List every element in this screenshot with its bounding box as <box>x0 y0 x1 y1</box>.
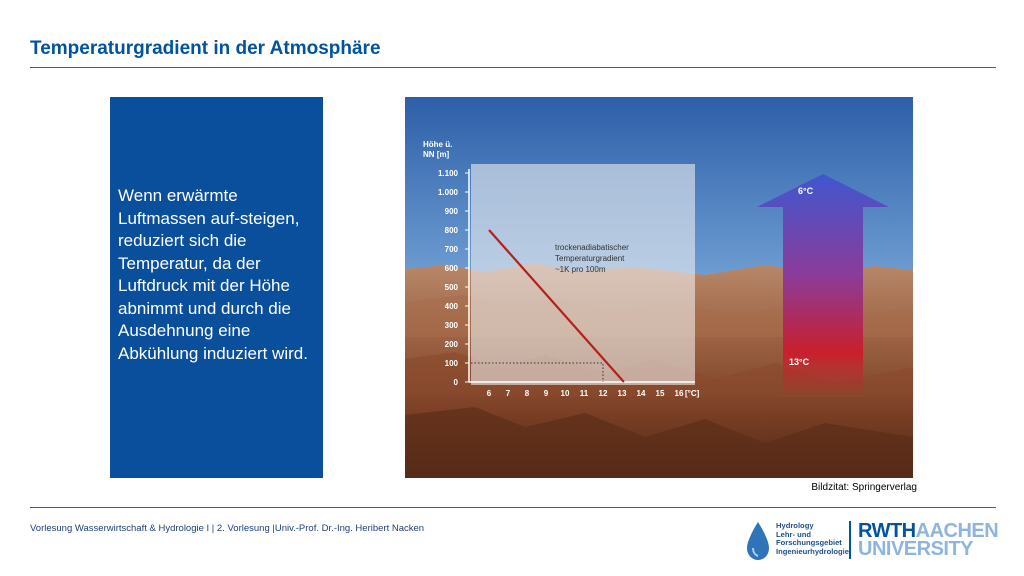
x-tick-label: 6 <box>486 389 492 398</box>
x-tick-label: 7 <box>505 389 511 398</box>
hydro-line3: Forschungsgebiet <box>776 538 842 548</box>
figure-atmosphere-gradient <box>405 97 913 478</box>
y-tick-label: 1.000 <box>437 188 458 197</box>
y-tick-label: 200 <box>444 340 458 349</box>
x-tick-label: 16 <box>674 389 684 398</box>
y-tick-label: 400 <box>444 302 458 311</box>
body-text: Wenn erwärmte Luftmassen auf-steigen, reduziert sich die Temperatur, da der Luftdruck mit der Höhe abnimmt und durch die Ausdehnung eine Abkühlung induziert wird. <box>118 186 308 363</box>
x-tick-label: 8 <box>524 389 530 398</box>
top-divider <box>30 67 996 68</box>
y-tick-label: 700 <box>444 245 458 254</box>
x-tick-label: 15 <box>655 389 665 398</box>
annotation-line3: ~1K pro 100m <box>555 265 606 274</box>
rwth-logo-part2: AACHEN <box>915 520 999 542</box>
x-tick-label: 12 <box>598 389 608 398</box>
chart-panel <box>471 164 695 385</box>
y-tick-label: 0 <box>453 378 458 387</box>
bottom-divider <box>30 507 996 508</box>
y-axis-title-line1: Höhe ü. <box>423 140 453 149</box>
y-tick-label: 600 <box>444 264 458 273</box>
x-tick-label: 14 <box>636 389 646 398</box>
y-tick-label: 100 <box>444 359 458 368</box>
y-tick-label: 300 <box>444 321 458 330</box>
figure-svg <box>405 97 913 478</box>
y-tick-label: 1.100 <box>437 169 458 178</box>
x-axis-unit: [°C] <box>685 389 700 398</box>
x-tick-label: 13 <box>617 389 627 398</box>
arrow-top-label: 6°C <box>798 186 814 196</box>
logo-area <box>745 518 1005 562</box>
hydro-line2: Lehr- und <box>776 529 812 539</box>
y-tick-label: 800 <box>444 226 458 235</box>
arrow-bottom-label: 13°C <box>789 357 810 367</box>
footer-text: Vorlesung Wasserwirtschaft & Hydrologie I | 2. Vorlesung |Univ.-Prof. Dr.-Ing. Heribert Nacken <box>30 523 425 534</box>
x-tick-label: 11 <box>579 389 589 398</box>
x-tick-label: 10 <box>560 389 570 398</box>
slide-title: Temperaturgradient in der Atmosphäre <box>30 38 381 59</box>
logo-separator <box>849 521 851 559</box>
water-drop-icon <box>745 521 771 561</box>
y-tick-label: 500 <box>444 283 458 292</box>
x-tick-label: 9 <box>543 389 549 398</box>
hydrology-logo-text <box>776 522 849 556</box>
annotation-line2: Temperaturgradient <box>555 254 625 263</box>
annotation-line1: trockenadiabatischer <box>555 243 629 252</box>
rwth-logo-part1: RWTH <box>858 520 916 542</box>
rwth-logo <box>858 522 998 558</box>
text-box <box>110 97 323 478</box>
hydro-line4: Ingenieurhydrologie <box>776 546 849 556</box>
rwth-logo-line2: UNIVERSITY <box>858 538 974 560</box>
hydro-line1: Hydrology <box>776 521 814 530</box>
y-axis-title-line2: NN [m] <box>423 150 450 159</box>
image-credit: Bildzitat: Springerverlag <box>811 482 917 493</box>
y-tick-label: 900 <box>444 207 458 216</box>
